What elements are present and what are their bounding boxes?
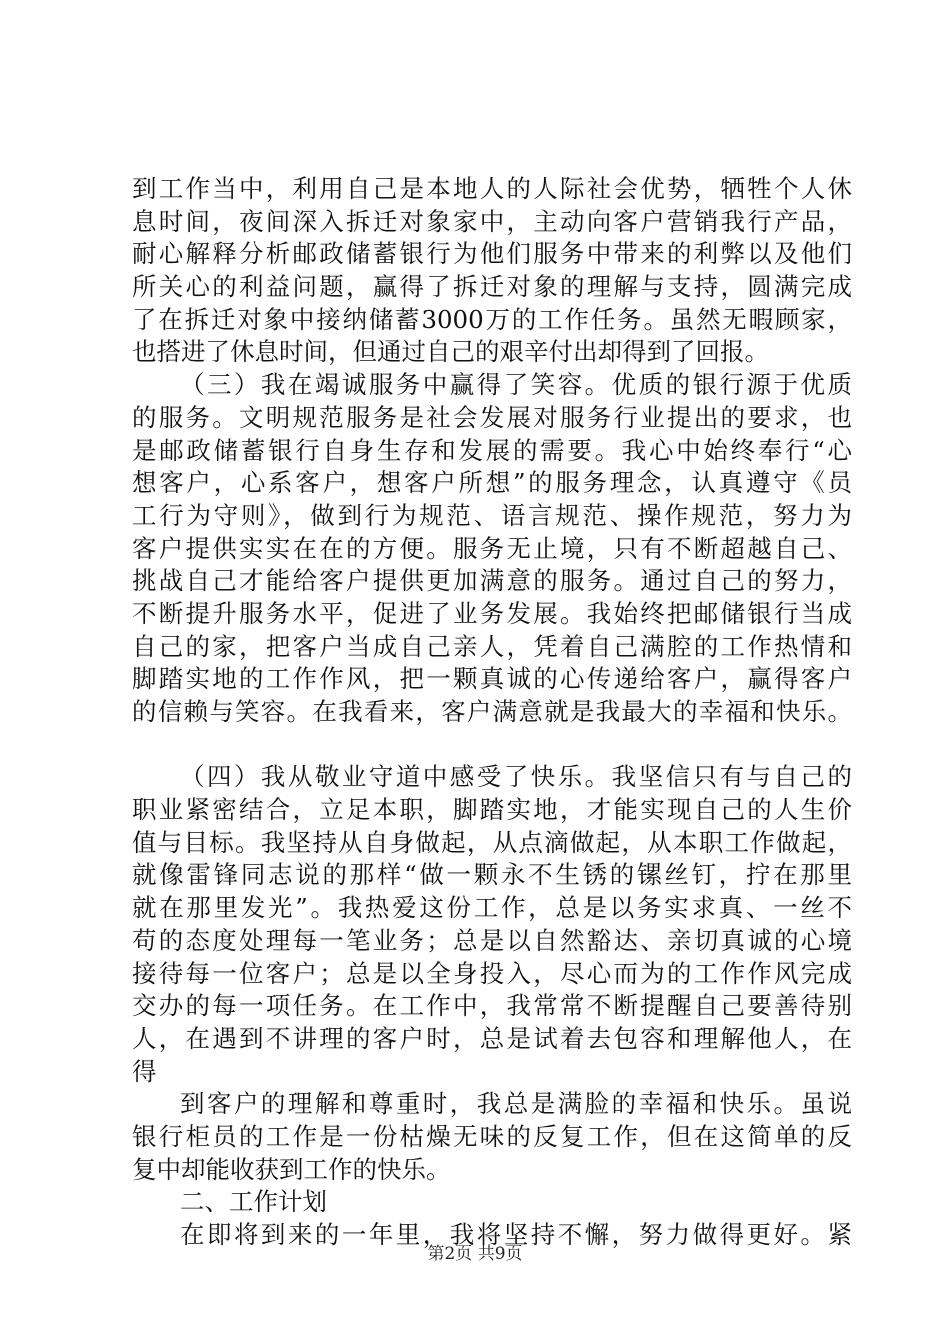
text-line: （三）我在竭诚服务中赢得了笑容。优质的银行源于优质 bbox=[180, 370, 852, 400]
text-line: 到客户的理解和尊重时，我总是满脸的幸福和快乐。虽说 bbox=[180, 1089, 852, 1119]
paragraph-2 bbox=[132, 369, 852, 729]
paragraph-spacer bbox=[132, 729, 852, 762]
body-text bbox=[132, 173, 852, 1252]
text-line: 挑战自己才能给客户提供更加满意的服务。通过自己的努力， bbox=[132, 566, 852, 596]
text-line: 了在拆迁对象中接纳储蓄3000万的工作任务。虽然无暇顾家， bbox=[132, 304, 852, 334]
text-line: 的服务。文明规范服务是社会发展对服务行业提出的要求，也 bbox=[132, 402, 852, 432]
text-line: 复中却能收获到工作的快乐。 bbox=[132, 1154, 451, 1184]
text-line: 值与目标。我坚持从自身做起，从点滴做起，从本职工作做起， bbox=[132, 827, 852, 857]
text-line: 银行柜员的工作是一份枯燥无味的反复工作，但在这简单的反 bbox=[132, 1121, 852, 1151]
section-heading: 二、工作计划 bbox=[180, 1187, 327, 1217]
paragraph-4 bbox=[132, 1088, 852, 1186]
text-line: 在即将到来的一年里，我将坚持不懈，努力做得更好。紧 bbox=[180, 1220, 852, 1249]
text-line: 自己的家，把客户当成自己亲人，凭着自己满腔的工作热情和 bbox=[132, 631, 852, 661]
text-line: 就在那里发光”。我热爱这份工作，总是以务实求真、一丝不 bbox=[132, 893, 852, 923]
text-line: 接待每一位客户；总是以全身投入，尽心而为的工作作风完成 bbox=[132, 958, 852, 988]
text-line: 工行为守则》，做到行为规范、语言规范、操作规范，努力为 bbox=[132, 500, 852, 530]
text-line: 也搭进了休息时间，但通过自己的艰辛付出却得到了回报。 bbox=[132, 337, 769, 367]
paragraph-1 bbox=[132, 173, 852, 369]
text-line: 人，在遇到不讲理的客户时，总是试着去包容和理解他人，在 bbox=[132, 1023, 852, 1053]
text-line: 交办的每一项任务。在工作中，我常常不断提醒自己要善待别 bbox=[132, 991, 852, 1021]
text-line: 到工作当中，利用自己是本地人的人际社会优势，牺牲个人休 bbox=[132, 174, 852, 203]
text-line: 息时间，夜间深入拆迁对象家中，主动向客户营销我行产品， bbox=[132, 206, 852, 236]
text-line: 脚踏实地的工作作风，把一颗真诚的心传递给客户，赢得客户 bbox=[132, 664, 852, 694]
page-footer bbox=[0, 1244, 950, 1264]
text-line: 职业紧密结合，立足本职，脚踏实地，才能实现自己的人生价 bbox=[132, 795, 852, 825]
text-line: 就像雷锋同志说的那样“做一颗永不生锈的镙丝钉，拧在那里 bbox=[132, 860, 852, 890]
paragraph-3 bbox=[132, 761, 852, 1088]
text-line: 的信赖与笑容。在我看来，客户满意就是我最大的幸福和快乐。 bbox=[132, 697, 852, 726]
text-line: 想客户，心系客户，想客户所想”的服务理念，认真遵守《员 bbox=[132, 468, 852, 498]
text-line: 苟的态度处理每一笔业务；总是以自然豁达、亲切真诚的心境 bbox=[132, 925, 852, 955]
text-line: 耐心解释分析邮政储蓄银行为他们服务中带来的利弊以及他们 bbox=[132, 239, 852, 269]
text-line: 是邮政储蓄银行自身生存和发展的需要。我心中始终奉行“心 bbox=[132, 435, 852, 465]
text-line: 客户提供实实在在的方便。服务无止境，只有不断超越自己、 bbox=[132, 533, 852, 563]
text-line: （四）我从敬业守道中感受了快乐。我坚信只有与自己的 bbox=[180, 762, 852, 792]
text-line: 所关心的利益问题，赢得了拆迁对象的理解与支持，圆满完成 bbox=[132, 272, 852, 302]
text-line: 得 bbox=[132, 1056, 157, 1086]
text-line: 不断提升服务水平，促进了业务发展。我始终把邮储银行当成 bbox=[132, 598, 852, 628]
page-number: 第2页 共9页 bbox=[427, 1244, 523, 1264]
